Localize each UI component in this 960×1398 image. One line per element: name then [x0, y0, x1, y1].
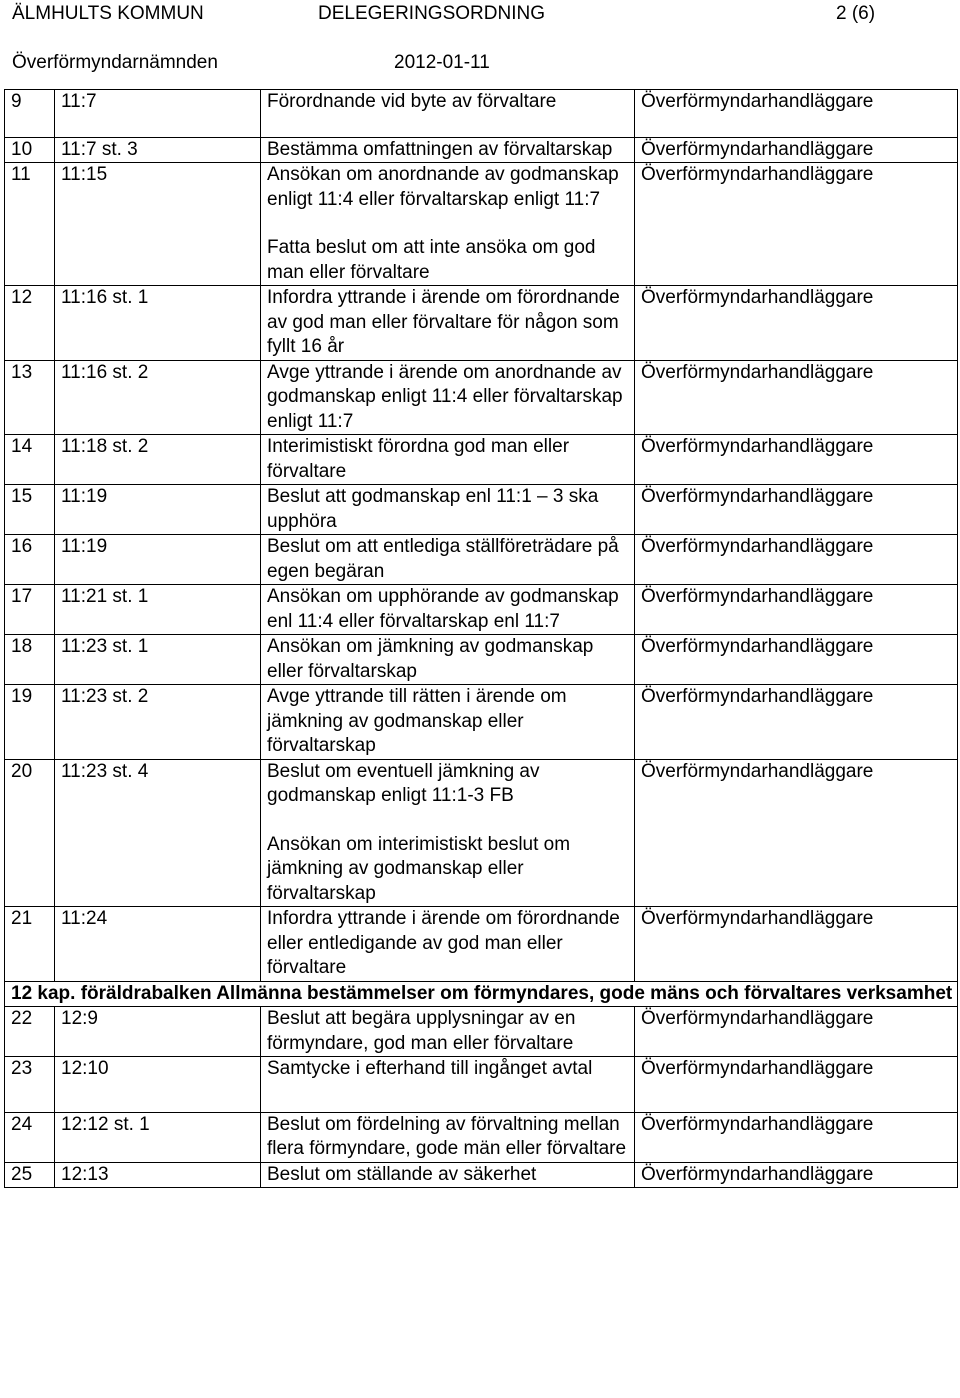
table-row	[5, 360, 958, 435]
row-number: 9	[5, 90, 55, 138]
row-number: 20	[5, 759, 55, 907]
table-row	[5, 685, 958, 760]
row-reference: 11:24	[55, 907, 261, 982]
row-reference: 11:23 st. 2	[55, 685, 261, 760]
table-row	[5, 485, 958, 535]
row-number: 25	[5, 1162, 55, 1188]
row-description	[261, 759, 635, 907]
table-row	[5, 585, 958, 635]
table-row	[5, 286, 958, 361]
row-number: 16	[5, 535, 55, 585]
row-description	[261, 485, 635, 535]
row-description	[261, 1057, 635, 1113]
municipality-name: ÄLMHULTS KOMMUN	[12, 3, 204, 24]
page-number: 2 (6)	[836, 3, 876, 24]
row-description	[261, 286, 635, 361]
description-text: Beslut att begära upplysningar av en förmyndare, god man eller förvaltare	[267, 1008, 576, 1054]
row-delegate: Överförmyndarhandläggare	[635, 137, 958, 163]
description-text: Ansökan om anordnande av godmanskap enligt 11:4 eller förvaltarskap enligt 11:7	[267, 164, 619, 210]
row-description	[261, 907, 635, 982]
page-header	[12, 2, 942, 73]
description-text: Beslut om eventuell jämkning av godmanskap enligt 11:1-3 FB	[267, 760, 540, 806]
row-reference: 11:7	[55, 90, 261, 138]
row-number: 19	[5, 685, 55, 760]
row-delegate: Överförmyndarhandläggare	[635, 759, 958, 907]
row-reference: 11:15	[55, 163, 261, 286]
description-text: Avge yttrande i ärende om anordnande av godmanskap enligt 11:4 eller förvaltarskap enligt 11:7	[267, 361, 623, 432]
row-description	[261, 137, 635, 163]
row-number: 24	[5, 1112, 55, 1162]
row-description	[261, 1007, 635, 1057]
row-delegate: Överförmyndarhandläggare	[635, 1162, 958, 1188]
row-reference: 11:23 st. 4	[55, 759, 261, 907]
row-delegate: Överförmyndarhandläggare	[635, 907, 958, 982]
row-delegate: Överförmyndarhandläggare	[635, 435, 958, 485]
row-description	[261, 685, 635, 760]
row-number: 10	[5, 137, 55, 163]
description-text: Ansökan om jämkning av godmanskap eller förvaltarskap	[267, 636, 594, 682]
row-number: 14	[5, 435, 55, 485]
document-title: DELEGERINGSORDNING	[318, 3, 545, 24]
row-number: 21	[5, 907, 55, 982]
row-number: 15	[5, 485, 55, 535]
row-description	[261, 360, 635, 435]
row-number: 22	[5, 1007, 55, 1057]
row-delegate: Överförmyndarhandläggare	[635, 360, 958, 435]
row-delegate: Överförmyndarhandläggare	[635, 286, 958, 361]
section-heading: 12 kap. föräldrabalken Allmänna bestämmelser om förmyndares, gode mäns och förvaltares verksamhet	[5, 981, 958, 1007]
table-row	[5, 1162, 958, 1188]
row-delegate: Överförmyndarhandläggare	[635, 1007, 958, 1057]
row-reference: 11:23 st. 1	[55, 635, 261, 685]
table-row	[5, 635, 958, 685]
description-text: Beslut att godmanskap enl 11:1 – 3 ska upphöra	[267, 486, 599, 532]
row-delegate: Överförmyndarhandläggare	[635, 685, 958, 760]
description-text: Bestämma omfattningen av förvaltarskap	[267, 138, 613, 160]
row-number: 12	[5, 286, 55, 361]
row-reference: 11:21 st. 1	[55, 585, 261, 635]
description-note: Ansökan om interimistiskt beslut om jämkning av godmanskap eller förvaltarskap	[267, 833, 571, 904]
description-text: Infordra yttrande i ärende om förordnande av god man eller förvaltare för någon som fyllt 16 år	[267, 287, 620, 357]
row-reference: 12:12 st. 1	[55, 1112, 261, 1162]
row-reference: 11:19	[55, 535, 261, 585]
row-delegate: Överförmyndarhandläggare	[635, 90, 958, 138]
row-description	[261, 635, 635, 685]
row-delegate: Överförmyndarhandläggare	[635, 635, 958, 685]
table-row	[5, 907, 958, 982]
document-date: 2012-01-11	[394, 52, 490, 73]
table-row	[5, 759, 958, 907]
row-reference: 11:18 st. 2	[55, 435, 261, 485]
table-row	[5, 163, 958, 286]
row-delegate: Överförmyndarhandläggare	[635, 1112, 958, 1162]
table-row	[5, 1007, 958, 1057]
row-delegate: Överförmyndarhandläggare	[635, 585, 958, 635]
row-description	[261, 585, 635, 635]
row-reference: 12:9	[55, 1007, 261, 1057]
row-description	[261, 163, 635, 286]
row-reference: 12:10	[55, 1057, 261, 1113]
row-number: 17	[5, 585, 55, 635]
description-text: Interimistiskt förordna god man eller förvaltare	[267, 436, 570, 482]
delegation-table	[4, 89, 958, 1188]
description-text: Samtycke i efterhand till ingånget avtal	[267, 1058, 593, 1079]
board-name: Överförmyndarnämnden	[12, 52, 218, 73]
row-delegate: Överförmyndarhandläggare	[635, 1057, 958, 1113]
row-number: 23	[5, 1057, 55, 1113]
row-reference: 11:16 st. 2	[55, 360, 261, 435]
row-description	[261, 535, 635, 585]
description-text: Beslut om att entlediga ställföreträdare på egen begäran	[267, 536, 619, 582]
row-description	[261, 435, 635, 485]
description-text: Ansökan om upphörande av godmanskap enl 11:4 eller förvaltarskap enl 11:7	[267, 586, 619, 632]
row-description	[261, 1112, 635, 1162]
table-row	[5, 1057, 958, 1113]
table-row	[5, 535, 958, 585]
row-reference: 12:13	[55, 1162, 261, 1188]
row-delegate: Överförmyndarhandläggare	[635, 535, 958, 585]
description-text: Förordnande vid byte av förvaltare	[267, 91, 557, 112]
row-description	[261, 1162, 635, 1188]
row-number: 13	[5, 360, 55, 435]
table-row	[5, 435, 958, 485]
row-delegate: Överförmyndarhandläggare	[635, 163, 958, 286]
description-note: Fatta beslut om att inte ansöka om god man eller förvaltare	[267, 237, 596, 283]
section-header-row	[5, 981, 958, 1007]
table-row	[5, 1112, 958, 1162]
description-text: Beslut om ställande av säkerhet	[267, 1163, 537, 1185]
row-number: 11	[5, 163, 55, 286]
table-row	[5, 137, 958, 163]
description-text: Beslut om fördelning av förvaltning mellan flera förmyndare, gode män eller förvaltare	[267, 1113, 627, 1159]
row-description	[261, 90, 635, 138]
description-text: Avge yttrande till rätten i ärende om jämkning av godmanskap eller förvaltarskap	[267, 686, 567, 756]
row-reference: 11:16 st. 1	[55, 286, 261, 361]
table-row	[5, 90, 958, 138]
row-number: 18	[5, 635, 55, 685]
row-reference: 11:19	[55, 485, 261, 535]
description-text: Infordra yttrande i ärende om förordnande eller entledigande av god man eller förvaltare	[267, 908, 620, 978]
row-reference: 11:7 st. 3	[55, 137, 261, 163]
row-delegate: Överförmyndarhandläggare	[635, 485, 958, 535]
